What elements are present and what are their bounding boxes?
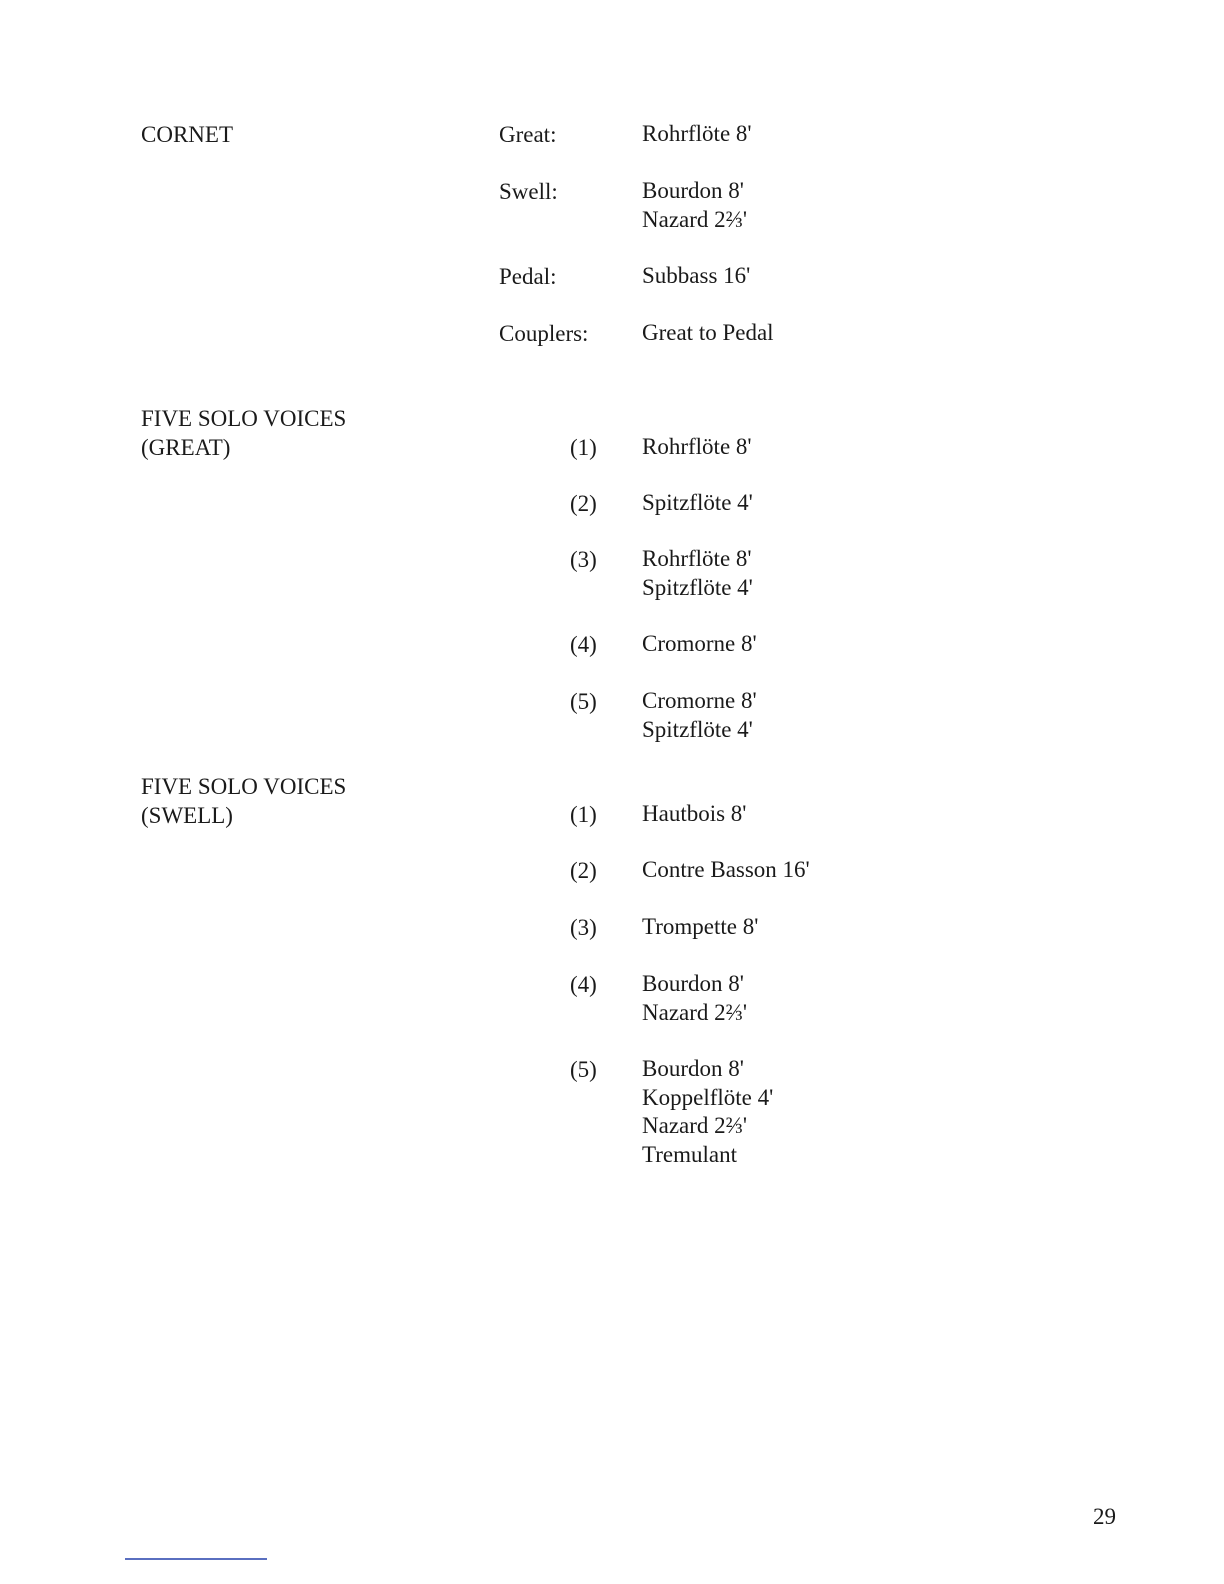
stop-list	[642, 687, 757, 744]
section-title-line: FIVE SOLO VOICES	[141, 406, 347, 431]
stop: Nazard 2⅔'	[642, 206, 748, 232]
stop: Tremulant	[642, 1141, 737, 1167]
stop: Contre Basson 16'	[642, 857, 810, 882]
section-title-line: (SWELL)	[141, 803, 233, 828]
voice-number: (3)	[570, 915, 597, 940]
stop-list	[642, 262, 750, 291]
stop-list	[642, 913, 758, 942]
stop-list	[642, 545, 753, 602]
division-label: Great:	[499, 122, 557, 147]
stop-list	[642, 120, 752, 149]
stop: Nazard 2⅔'	[642, 1113, 748, 1138]
voice-number: (4)	[570, 632, 597, 657]
voice-number: (2)	[570, 858, 597, 883]
footnote-rule	[125, 1558, 267, 1560]
section-title-great	[141, 404, 346, 462]
stop: Bourdon 8'	[642, 178, 744, 203]
stop-list	[642, 970, 747, 1027]
stop-list	[642, 319, 774, 348]
section-title-swell	[141, 772, 346, 830]
stop-list	[642, 489, 753, 518]
division-label: Couplers:	[499, 321, 589, 346]
stop-list	[642, 800, 746, 829]
stop-list	[642, 177, 747, 234]
stop-list	[642, 630, 757, 659]
stop: Subbass 16'	[642, 263, 751, 288]
section-title-cornet	[141, 120, 233, 149]
division-label: Pedal:	[499, 264, 557, 289]
stop: Nazard 2⅔'	[642, 999, 748, 1025]
section-title-line: (GREAT)	[141, 435, 231, 460]
voice-number: (3)	[570, 547, 597, 572]
stop-list	[642, 1055, 773, 1169]
voice-number: (5)	[570, 689, 597, 714]
voice-number: (2)	[570, 491, 597, 516]
stop: Bourdon 8'	[642, 1056, 744, 1081]
stop: Bourdon 8'	[642, 971, 744, 996]
section-title-line: CORNET	[141, 122, 233, 147]
stop: Spitzflöte 4'	[642, 574, 753, 600]
section-title-line: FIVE SOLO VOICES	[141, 774, 347, 799]
stop: Spitzflöte 4'	[642, 716, 753, 742]
voice-number: (5)	[570, 1057, 597, 1082]
voice-number: (1)	[570, 802, 597, 827]
stop-list	[642, 856, 810, 885]
stop: Rohrflöte 8'	[642, 121, 752, 146]
division-label: Swell:	[499, 179, 558, 204]
stop-list	[642, 433, 752, 462]
stop: Koppelflöte 4'	[642, 1084, 774, 1110]
voice-number: (4)	[570, 972, 597, 997]
voice-number: (1)	[570, 435, 597, 460]
stop: Cromorne 8'	[642, 688, 757, 713]
page-number: 29	[1093, 1504, 1116, 1529]
stop: Rohrflöte 8'	[642, 434, 752, 459]
stop: Great to Pedal	[642, 320, 774, 345]
stop: Rohrflöte 8'	[642, 546, 752, 571]
stop: Cromorne 8'	[642, 631, 757, 656]
stop: Spitzflöte 4'	[642, 490, 753, 515]
stop: Trompette 8'	[642, 914, 759, 939]
stop: Hautbois 8'	[642, 801, 747, 826]
